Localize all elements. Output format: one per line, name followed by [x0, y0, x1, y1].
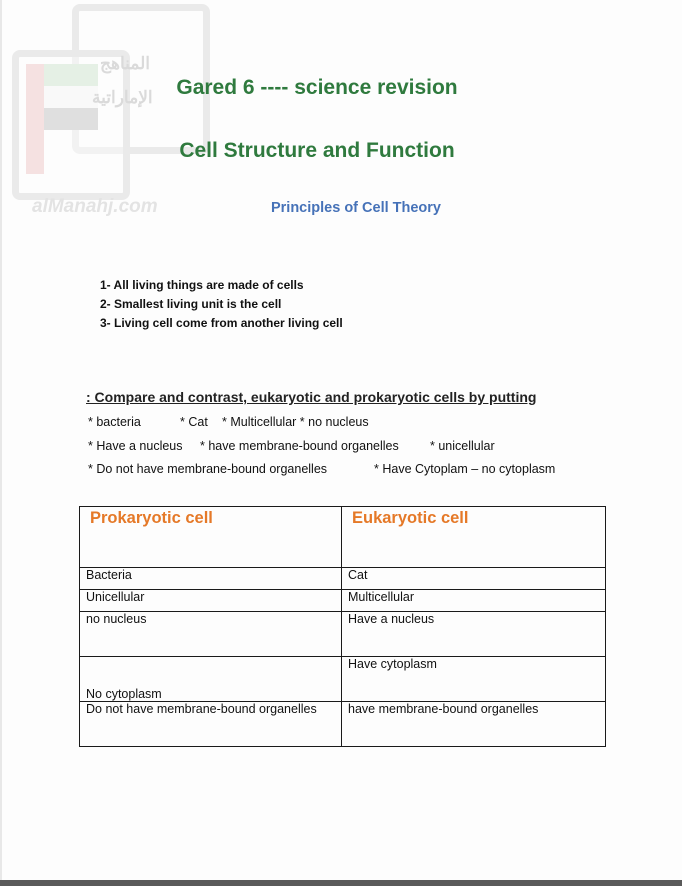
table-cell: Have cytoplasm — [342, 657, 606, 702]
page-bottom-edge — [0, 880, 682, 886]
table-row — [80, 702, 606, 747]
watermark-arabic-2: الإماراتية — [92, 88, 153, 107]
table-cell: Multicellular — [342, 590, 606, 612]
section-subtitle: Principles of Cell Theory — [270, 200, 441, 216]
table-cell: Do not have membrane-bound organelles — [80, 702, 342, 747]
principle-item: 1- All living things are made of cells — [100, 278, 304, 292]
word-bank-item: * unicellular — [430, 439, 495, 453]
instruction-text: : Compare and contrast, eukaryotic and prokaryotic cells by putting — [86, 389, 537, 405]
word-bank-item: * have membrane-bound organelles — [200, 439, 399, 453]
word-bank-item: * Have a nucleus — [88, 439, 183, 453]
principle-item: 2- Smallest living unit is the cell — [100, 297, 282, 311]
table-row — [80, 590, 606, 612]
principle-item: 3- Living cell come from another living cell — [100, 316, 343, 330]
word-bank-item: * Have Cytoplam – no cytoplasm — [374, 462, 556, 476]
table-row — [80, 612, 606, 657]
word-bank-item: * bacteria — [88, 415, 141, 429]
word-bank-item: * Do not have membrane-bound organelles — [88, 462, 328, 476]
table-header-row — [80, 507, 606, 568]
table-cell: no nucleus — [80, 612, 342, 657]
watermark-flag-black — [44, 108, 98, 130]
table-cell: Unicellular — [80, 590, 342, 612]
word-bank-item: * Cat — [180, 415, 208, 429]
watermark-arabic-1: المناهج — [100, 54, 150, 73]
table-row — [80, 657, 606, 702]
document-title: Gared 6 ---- science revision — [176, 76, 458, 99]
watermark-site: alManahj.com — [32, 196, 158, 217]
table-cell: Have a nucleus — [342, 612, 606, 657]
table-row — [80, 568, 606, 590]
table-cell: Cat — [342, 568, 606, 590]
table-cell: No cytoplasm — [80, 657, 342, 702]
principles-list — [100, 276, 343, 333]
header-eukaryotic: Eukaryotic cell — [342, 507, 606, 568]
watermark-logo — [12, 2, 192, 222]
header-prokaryotic: Prokaryotic cell — [80, 507, 342, 568]
word-bank-item: * Multicellular * no nucleus — [222, 415, 369, 429]
table-cell: have membrane-bound organelles — [342, 702, 606, 747]
table-cell: Bacteria — [80, 568, 342, 590]
comparison-table — [79, 506, 606, 747]
page-left-edge — [0, 0, 2, 886]
topic-title: Cell Structure and Function — [179, 139, 455, 162]
